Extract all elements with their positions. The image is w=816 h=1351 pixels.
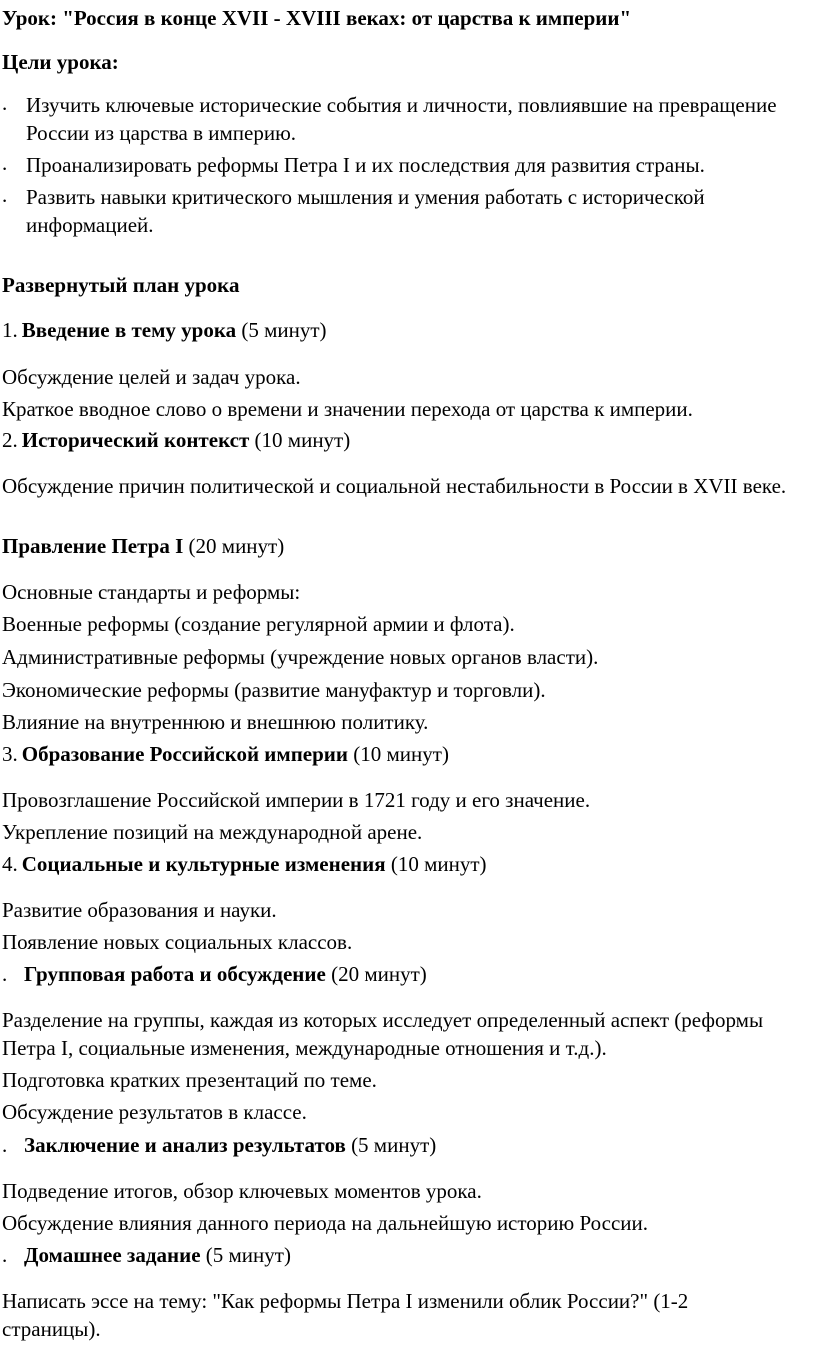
section-duration: (10 минут) [254,428,351,452]
section-duration: (10 минут) [390,852,487,876]
section-heading [2,960,802,988]
section-title: Заключение и анализ результатов [24,1133,346,1157]
plan-item: Обсуждение причин политической и социальной нестабильности в России в XVII веке. [2,474,787,498]
plan-item: Написать эссе на тему: "Как реформы Петра I изменили облик России?" (1-2 страницы). [2,1289,689,1341]
section-number: 4. [2,852,18,876]
section-duration: (5 минут) [205,1243,291,1267]
section-title: Исторический контекст [21,428,250,452]
section-heading [2,532,802,560]
section-title: Правление Петра I [2,534,184,558]
section-heading [2,740,802,768]
goal-text: Развить навыки критического мышления и умения работать с исторической информацией. [26,185,705,237]
plan-item: Обсуждение влияния данного периода на дальнейшую историю России. [2,1211,648,1235]
plan-item: Развитие образования и науки. [2,898,277,922]
goal-bullet: . [2,183,8,207]
section-bullet: . [2,962,8,986]
plan-item: Появление новых социальных классов. [2,930,353,954]
section-number: 1. [2,318,18,342]
goal-item [2,151,802,179]
plan-item: Укрепление позиций на международной арене. [2,820,423,844]
section-heading [2,316,802,344]
plan-heading: Развернутый план урока [2,273,240,297]
goal-text: Проанализировать реформы Петра I и их последствия для развития страны. [26,153,705,177]
section-heading [2,426,802,454]
section-title: Социальные и культурные изменения [21,852,386,876]
section-title: Введение в тему урока [21,318,237,342]
section-title: Групповая работа и обсуждение [24,962,326,986]
plan-item: Административные реформы (учреждение новых органов власти). [2,645,599,669]
goal-bullet: . [2,91,8,115]
goals-heading: Цели урока: [2,50,119,74]
plan-item: Влияние на внутреннюю и внешнюю политику. [2,710,429,734]
section-number: 3. [2,742,18,766]
plan-item: Подведение итогов, обзор ключевых моментов урока. [2,1179,482,1203]
section-heading [2,1241,802,1269]
plan-item: Обсуждение результатов в классе. [2,1100,307,1124]
plan-item: Обсуждение целей и задач урока. [2,365,301,389]
plan-item: Разделение на группы, каждая из которых исследует определенный аспект (реформы Петра I, социальные изменения, международные отношения и т.д.). [2,1008,764,1060]
section-bullet: . [2,1243,8,1267]
plan-item: Провозглашение Российской империи в 1721 году и его значение. [2,788,591,812]
plan-item: Экономические реформы (развитие мануфактур и торговли). [2,678,546,702]
plan-item: Краткое вводное слово о времени и значении перехода от царства к империи. [2,397,693,421]
section-duration: (20 минут) [331,962,427,986]
goal-text: Изучить ключевые исторические события и личности, повлиявшие на превращение России из царства в империю. [26,93,777,145]
section-duration: (5 минут) [241,318,327,342]
section-duration: (20 минут) [188,534,285,558]
plan-item: Подготовка кратких презентаций по теме. [2,1068,377,1092]
lesson-title: Урок: "Россия в конце XVII - XVIII веках: от царства к империи" [2,6,632,30]
goal-item [2,183,802,239]
section-title: Образование Российской империи [21,742,349,766]
section-duration: (10 минут) [353,742,449,766]
section-duration: (5 минут) [351,1133,437,1157]
section-bullet: . [2,1133,8,1157]
section-title: Домашнее задание [24,1243,201,1267]
section-heading [2,850,802,878]
section-number: 2. [2,428,18,452]
goal-bullet: . [2,151,8,175]
goal-item [2,91,802,147]
plan-item: Основные стандарты и реформы: [2,580,301,604]
plan-item: Военные реформы (создание регулярной армии и флота). [2,612,515,636]
section-heading [2,1131,802,1159]
